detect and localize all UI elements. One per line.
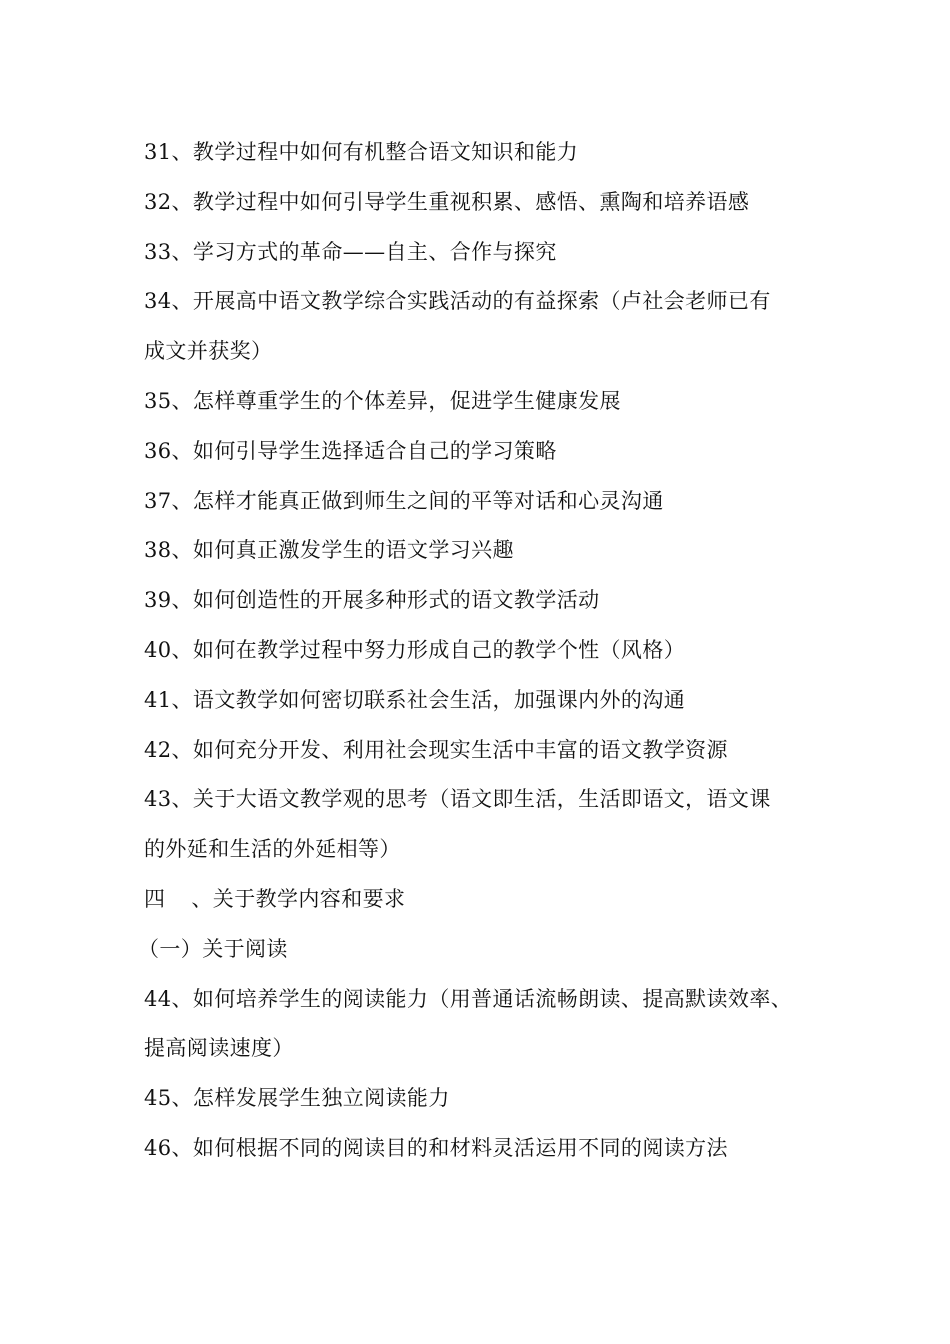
list-item: 41、语文教学如何密切联系社会生活，加强课内外的沟通 — [144, 687, 686, 712]
section-title: 、关于教学内容和要求 — [191, 886, 406, 911]
list-item: 40、如何在教学过程中努力形成自己的教学个性（风格） — [144, 637, 686, 662]
subsection-heading: （一）关于阅读 — [138, 936, 288, 961]
list-item: 37、怎样才能真正做到师生之间的平等对话和心灵沟通 — [144, 488, 664, 513]
list-item-continuation: 的外延和生活的外延相等） — [144, 837, 401, 862]
list-item: 34、开展高中语文教学综合实践活动的有益探索（卢社会老师已有 — [144, 289, 771, 314]
list-item: 35、怎样尊重学生的个体差异，促进学生健康发展 — [144, 388, 621, 413]
list-item: 32、教学过程中如何引导学生重视积累、感悟、熏陶和培养语感 — [144, 189, 750, 214]
list-item: 42、如何充分开发、利用社会现实生活中丰富的语文教学资源 — [144, 737, 728, 762]
list-item: 31、教学过程中如何有机整合语文知识和能力 — [144, 140, 579, 164]
list-item: 45、怎样发展学生独立阅读能力 — [144, 1086, 450, 1111]
list-item: 43、关于大语文教学观的思考（语文即生活，生活即语文，语文课 — [144, 787, 771, 812]
list-item: 44、如何培养学生的阅读能力（用普通话流畅朗读、提高默读效率、 — [144, 986, 793, 1011]
list-item-continuation: 成文并获奖） — [144, 339, 273, 364]
document-page — [138, 128, 824, 1174]
section-heading — [144, 875, 824, 925]
list-item: 33、学习方式的革命——自主、合作与探究 — [144, 239, 557, 264]
list-item: 36、如何引导学生选择适合自己的学习策略 — [144, 438, 557, 463]
section-number: 四 — [144, 886, 166, 911]
list-item: 46、如何根据不同的阅读目的和材料灵活运用不同的阅读方法 — [144, 1135, 728, 1160]
list-item: 39、如何创造性的开展多种形式的语文教学活动 — [144, 588, 600, 613]
list-item-continuation: 提高阅读速度） — [144, 1036, 294, 1061]
list-item: 38、如何真正激发学生的语文学习兴趣 — [144, 538, 514, 563]
